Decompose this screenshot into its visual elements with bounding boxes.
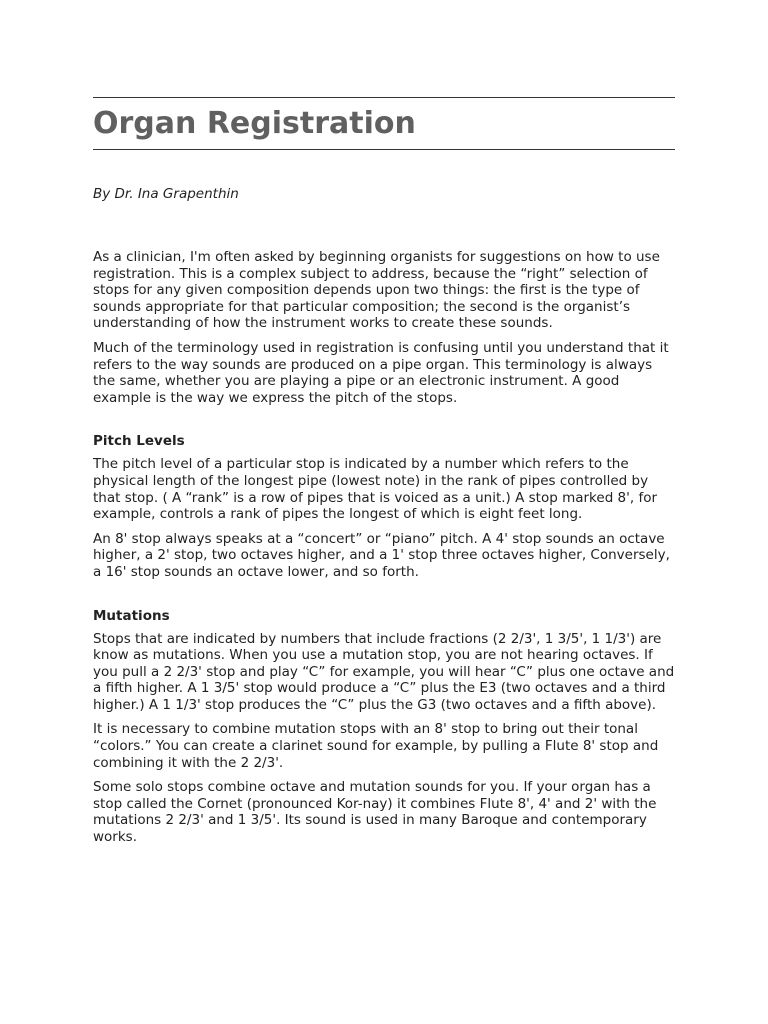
mutations-paragraph-2: It is necessary to combine mutation stops with an 8' stop to bring out their tonal “colors.” You can create a clarinet sound for example, by pulling a Flute 8' stop and combining it with the 2 2/3'. <box>93 721 659 771</box>
mutations-paragraph-3: Some solo stops combine octave and mutation sounds for you. If your organ has a stop called the Cornet (pronounced Kor-nay) it combines Flute 8', 4' and 2' with the mutations 2 2/3' and 1 3/5'. Its sound is used in many Baroque and contemporary works. <box>93 779 657 846</box>
mutations-paragraph-1: Stops that are indicated by numbers that include fractions (2 2/3', 1 3/5', 1 1/3') are know as mutations. When you use a mutation stop, you are not hearing octaves. If you pull a 2 2/3' stop and play “C” for example, you will hear “C” plus one octave and a fifth higher. A 1 3/5' stop would produce a “C” plus the E3 (two octaves and a third higher.) A 1 1/3' stop produces the “C” plus the G3 (two octaves and a fifth above). <box>93 630 675 713</box>
title-rule <box>93 149 675 150</box>
pitch-levels-paragraph-1: The pitch level of a particular stop is indicated by a number which refers to the physical length of the longest pipe (lowest note) in the rank of pipes controlled by that stop. ( A “rank” is a row of pipes that is voiced as a unit.) A stop marked 8', for example, controls a rank of pipes the longest of which is eight feet long. <box>93 456 658 523</box>
section-heading-pitch-levels: Pitch Levels <box>93 433 185 450</box>
pitch-levels-paragraph-2: An 8' stop always speaks at a “concert” or “piano” pitch. A 4' stop sounds an octave higher, a 2' stop, two octaves higher, and a 1' stop three octaves higher, Conversely, a 16' stop sounds an octave lower, and so forth. <box>93 530 670 580</box>
article-title: Organ Registration <box>93 106 416 141</box>
intro-paragraph-2: Much of the terminology used in registration is confusing until you understand that it refers to the way sounds are produced on a pipe organ. This terminology is always the same, whether you are playing a pipe or an electronic instrument. A good example is the way we express the pitch of the stops. <box>93 339 669 406</box>
top-rule <box>93 97 675 98</box>
author-byline: By Dr. Ina Grapenthin <box>93 186 239 202</box>
intro-paragraph-1: As a clinician, I'm often asked by beginning organists for suggestions on how to use registration. This is a complex subject to address, because the “right” selection of stops for any given composition depends upon two things: the first is the type of sounds appropriate for that particular composition; the second is the organist’s understanding of how the instrument works to create these sounds. <box>93 249 660 332</box>
article <box>93 97 675 854</box>
section-heading-mutations: Mutations <box>93 607 170 624</box>
